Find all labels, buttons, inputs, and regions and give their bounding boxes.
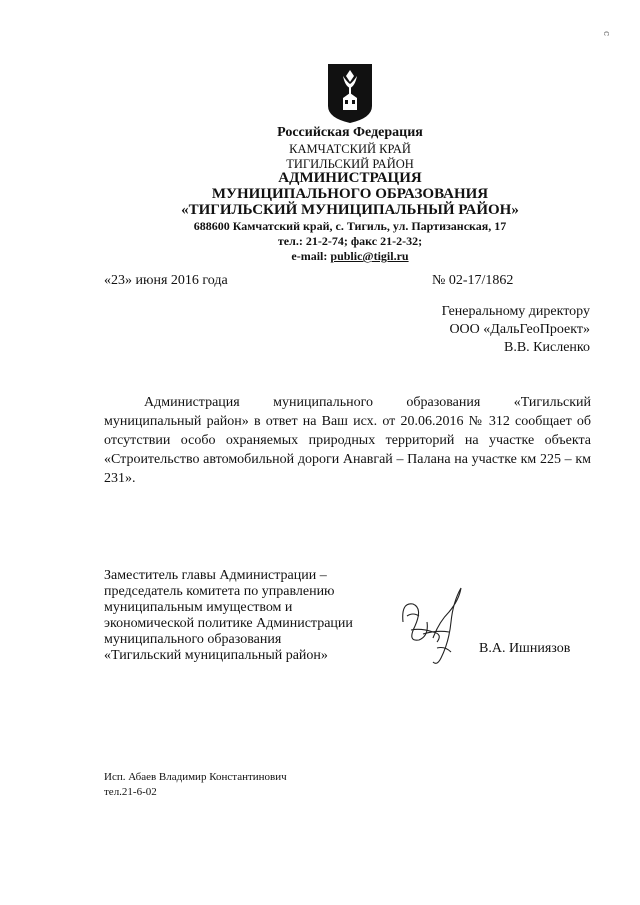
addressee-name: В.В. Кисленко — [503, 340, 590, 355]
signer-title-line: председатель комитета по управлению — [104, 584, 335, 599]
signer-title-line: экономической политике Администрации — [104, 616, 353, 631]
signer-title-line: муниципального образования — [104, 632, 282, 647]
signer-block — [104, 568, 353, 664]
signer-name: В.А. Ишниязов — [479, 641, 571, 656]
header-district-name: «ТИГИЛЬСКИЙ МУНИЦИПАЛЬНЫЙ РАЙОН» — [181, 202, 519, 218]
email-link[interactable]: public@tigil.ru — [330, 249, 409, 263]
header-phones: тел.: 21-2-74; факс 21-2-32; — [277, 234, 423, 248]
letter-date: «23» июня 2016 года — [104, 273, 228, 288]
header-address: 688600 Камчатский край, с. Тигиль, ул. Партизанская, 17 — [193, 219, 507, 233]
letter-number: № 02-17/1862 — [432, 273, 514, 288]
addressee-company: ООО «ДальГеоПроект» — [449, 322, 590, 337]
executor-block — [104, 770, 287, 800]
addressee-position: Генеральному директору — [441, 304, 590, 319]
header-region: КАМЧАТСКИЙ КРАЙ — [289, 142, 411, 156]
coat-of-arms-emblem — [325, 62, 375, 124]
signer-title-line: муниципальным имуществом и — [104, 600, 293, 615]
header-country: Российская Федерация — [277, 125, 423, 140]
addressee-block — [400, 303, 590, 357]
signer-title-line: Заместитель главы Администрации – — [104, 568, 327, 583]
header-district: ТИГИЛЬСКИЙ РАЙОН — [286, 157, 414, 171]
signer-title-line: «Тигильский муниципальный район» — [104, 648, 328, 663]
executor-name: Исп. Абаев Владимир Константинович — [104, 771, 287, 783]
letter-body: Администрация муниципального образования «Тигильский муниципальный район» в ответ на Ваш исх. от 20.06.2016 № 312 сообщает об отсутствии особо охраняемых природных территорий на участке объекта «Строительство автомобильной дороги Анавгай – Палана на участке км 225 – км 231». — [104, 395, 591, 486]
header-email-line — [0, 249, 640, 264]
handwritten-signature — [393, 582, 473, 670]
email-label: e-mail: — [291, 249, 328, 263]
executor-phone: тел.21-6-02 — [104, 786, 157, 798]
corner-mark: ⅽ — [602, 30, 613, 37]
header-admin-title: АДМИНИСТРАЦИЯ — [278, 170, 422, 186]
header-municipal-formation: МУНИЦИПАЛЬНОГО ОБРАЗОВАНИЯ — [211, 186, 489, 202]
